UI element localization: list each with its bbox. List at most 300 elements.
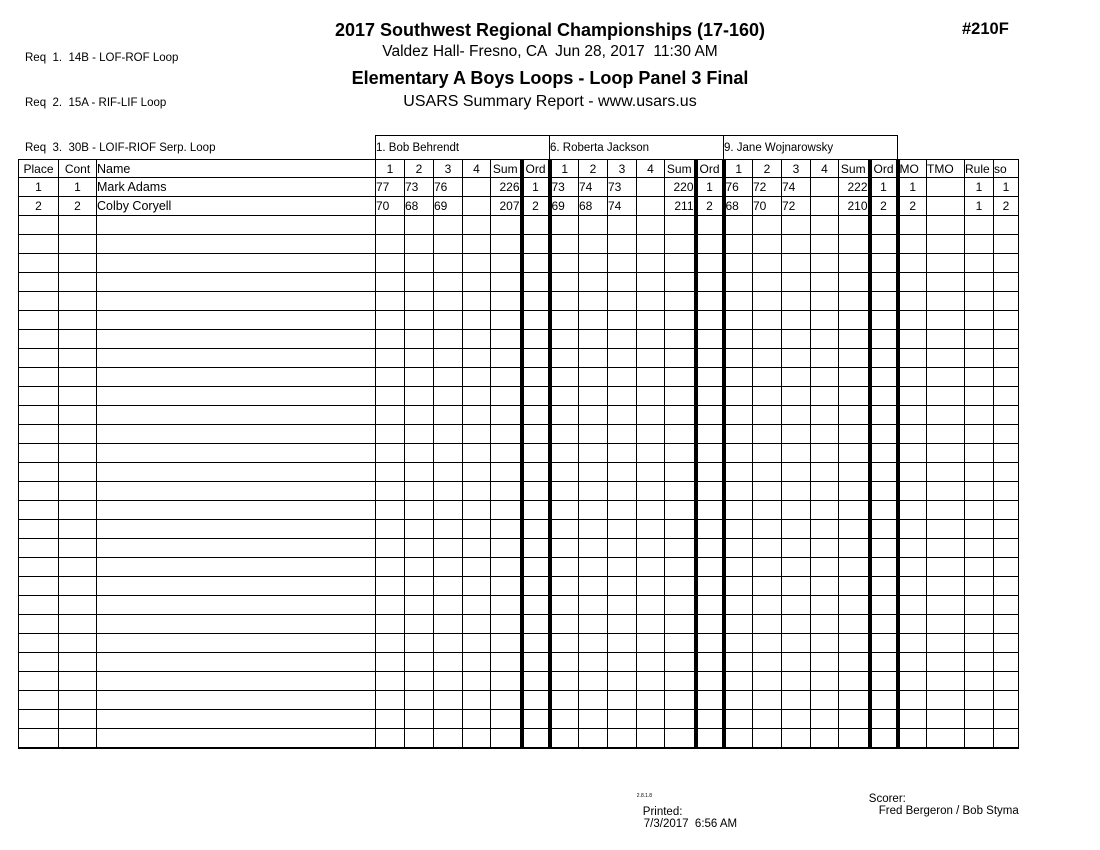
cell-ord — [522, 653, 550, 672]
cell-score — [434, 387, 463, 406]
cell-name — [97, 634, 376, 653]
cell-sum — [491, 216, 522, 235]
cell-score — [637, 349, 665, 368]
requirement-line: Req 3. 30B - LOIF-RIOF Serp. Loop — [25, 142, 216, 154]
cell-score — [434, 406, 463, 425]
cell-score — [434, 501, 463, 520]
cell-score — [637, 444, 665, 463]
cell-score: 73 — [405, 178, 434, 197]
empty-table-row — [19, 691, 1019, 710]
cell-score — [724, 368, 753, 387]
cell-mo — [898, 292, 927, 311]
cell-sum — [491, 634, 522, 653]
cell-tmo — [927, 444, 965, 463]
cell-score — [463, 349, 491, 368]
cell-sum — [665, 691, 696, 710]
cell-ord — [696, 653, 724, 672]
cell-sum — [665, 539, 696, 558]
cell-sum — [839, 463, 870, 482]
cell-place — [19, 330, 59, 349]
cell-sum: 220 — [665, 178, 696, 197]
empty-table-row — [19, 292, 1019, 311]
cell-score — [405, 349, 434, 368]
cell-score — [608, 463, 637, 482]
header-place: Place — [19, 160, 59, 178]
empty-table-row — [19, 520, 1019, 539]
cell-score — [724, 349, 753, 368]
cell-score — [550, 729, 579, 748]
empty-table-row — [19, 387, 1019, 406]
cell-mo — [898, 330, 927, 349]
cell-ord — [696, 235, 724, 254]
cell-tmo — [927, 387, 965, 406]
empty-table-row — [19, 539, 1019, 558]
cell-score — [637, 273, 665, 292]
cell-score — [376, 444, 405, 463]
cell-cont: 1 — [59, 178, 97, 197]
cell-name — [97, 558, 376, 577]
cell-score — [637, 178, 665, 197]
cell-score — [608, 311, 637, 330]
cell-score — [608, 482, 637, 501]
cell-score — [579, 235, 608, 254]
cell-score — [782, 482, 811, 501]
cell-ord — [870, 539, 898, 558]
cell-score — [637, 691, 665, 710]
cell-score — [579, 444, 608, 463]
requirement-line: Req 2. 15A - RIF-LIF Loop — [25, 97, 167, 109]
cell-cont — [59, 368, 97, 387]
cell-name — [97, 615, 376, 634]
judge-name-cell: 6. Roberta Jackson — [550, 136, 724, 160]
cell-score — [753, 425, 782, 444]
cell-rule — [965, 311, 994, 330]
cell-score — [811, 216, 839, 235]
cell-so — [994, 387, 1019, 406]
cell-cont — [59, 216, 97, 235]
cell-score: 69 — [550, 197, 579, 216]
empty-table-row — [19, 482, 1019, 501]
cell-tmo — [927, 273, 965, 292]
cell-score — [579, 710, 608, 729]
cell-so — [994, 330, 1019, 349]
cell-score — [811, 311, 839, 330]
cell-score: 68 — [579, 197, 608, 216]
cell-score — [550, 634, 579, 653]
cell-score: 73 — [608, 178, 637, 197]
cell-rule — [965, 520, 994, 539]
cell-tmo — [927, 672, 965, 691]
cell-rule — [965, 691, 994, 710]
cell-score — [434, 425, 463, 444]
cell-score — [724, 729, 753, 748]
cell-score — [811, 330, 839, 349]
cell-score — [463, 501, 491, 520]
cell-sum — [491, 596, 522, 615]
cell-score — [463, 216, 491, 235]
cell-score — [376, 672, 405, 691]
cell-score — [608, 292, 637, 311]
cell-ord — [522, 292, 550, 311]
cell-sum — [491, 235, 522, 254]
cell-so — [994, 520, 1019, 539]
cell-sum — [839, 634, 870, 653]
cell-sum — [665, 349, 696, 368]
header-sum: Sum — [491, 160, 522, 178]
cell-mo: 1 — [898, 178, 927, 197]
printed-value: 7/3/2017 6:56 AM — [643, 818, 738, 830]
cell-name — [97, 235, 376, 254]
cell-score — [811, 596, 839, 615]
cell-so — [994, 425, 1019, 444]
cell-place — [19, 368, 59, 387]
header-mo: MO — [898, 160, 927, 178]
cell-cont — [59, 482, 97, 501]
cell-score — [724, 444, 753, 463]
cell-rule — [965, 672, 994, 691]
cell-score — [550, 425, 579, 444]
empty-table-row — [19, 501, 1019, 520]
cell-score — [434, 710, 463, 729]
cell-score — [811, 292, 839, 311]
table-row — [19, 178, 1019, 197]
header-sum: Sum — [839, 160, 870, 178]
cell-score — [608, 596, 637, 615]
cell-score — [724, 311, 753, 330]
cell-ord — [870, 615, 898, 634]
header-score4: 4 — [811, 160, 839, 178]
cell-score — [782, 235, 811, 254]
cell-sum — [839, 292, 870, 311]
cell-name — [97, 672, 376, 691]
cell-ord — [522, 349, 550, 368]
cell-cont — [59, 273, 97, 292]
cell-score — [724, 672, 753, 691]
cell-score — [434, 273, 463, 292]
cell-ord — [522, 577, 550, 596]
cell-cont — [59, 729, 97, 748]
cell-score — [550, 501, 579, 520]
cell-cont — [59, 653, 97, 672]
cell-score — [637, 539, 665, 558]
cell-ord — [522, 444, 550, 463]
cell-cont — [59, 444, 97, 463]
cell-score — [405, 482, 434, 501]
cell-sum — [491, 425, 522, 444]
header-score4: 4 — [637, 160, 665, 178]
cell-score — [376, 330, 405, 349]
cell-sum — [839, 368, 870, 387]
scorer-line — [856, 781, 1019, 829]
cell-tmo — [927, 729, 965, 748]
cell-rule — [965, 710, 994, 729]
cell-score — [579, 596, 608, 615]
cell-score — [782, 577, 811, 596]
cell-score — [782, 425, 811, 444]
cell-score — [405, 235, 434, 254]
cell-place — [19, 463, 59, 482]
cell-score — [579, 691, 608, 710]
cell-score — [550, 653, 579, 672]
cell-so — [994, 615, 1019, 634]
cell-score — [434, 653, 463, 672]
cell-mo — [898, 254, 927, 273]
cell-rule — [965, 482, 994, 501]
cell-so — [994, 634, 1019, 653]
cell-mo — [898, 444, 927, 463]
cell-score — [811, 710, 839, 729]
empty-table-row — [19, 216, 1019, 235]
cell-tmo — [927, 539, 965, 558]
cell-sum — [491, 729, 522, 748]
cell-cont — [59, 501, 97, 520]
cell-tmo — [927, 311, 965, 330]
cell-place — [19, 444, 59, 463]
cell-ord — [696, 634, 724, 653]
document-code: #210F — [962, 20, 1009, 38]
cell-score — [811, 235, 839, 254]
cell-score — [811, 672, 839, 691]
cell-so: 2 — [994, 197, 1019, 216]
cell-score — [463, 710, 491, 729]
cell-place — [19, 235, 59, 254]
cell-mo — [898, 615, 927, 634]
cell-name — [97, 482, 376, 501]
cell-ord — [522, 558, 550, 577]
cell-ord — [870, 444, 898, 463]
cell-sum — [491, 406, 522, 425]
cell-rule — [965, 729, 994, 748]
cell-tmo — [927, 406, 965, 425]
cell-score — [405, 463, 434, 482]
cell-rule: 1 — [965, 197, 994, 216]
cell-score — [811, 539, 839, 558]
cell-score — [434, 691, 463, 710]
venue-date-line: Valdez Hall- Fresno, CA Jun 28, 2017 11:30 AM — [382, 42, 718, 60]
cell-sum — [665, 216, 696, 235]
cell-score — [724, 520, 753, 539]
cell-score — [463, 444, 491, 463]
cell-score — [753, 577, 782, 596]
cell-score — [811, 615, 839, 634]
cell-score — [463, 558, 491, 577]
cell-score — [463, 653, 491, 672]
cell-ord — [870, 387, 898, 406]
cell-name: Mark Adams — [97, 178, 376, 197]
cell-score — [434, 292, 463, 311]
cell-score — [405, 406, 434, 425]
cell-sum — [665, 634, 696, 653]
cell-so — [994, 482, 1019, 501]
cell-score — [434, 672, 463, 691]
cell-score — [434, 520, 463, 539]
cell-score — [550, 235, 579, 254]
cell-cont — [59, 615, 97, 634]
cell-score — [550, 254, 579, 273]
header-score2: 2 — [405, 160, 434, 178]
cell-cont — [59, 406, 97, 425]
header-score2: 2 — [579, 160, 608, 178]
cell-ord — [696, 292, 724, 311]
cell-rule — [965, 425, 994, 444]
cell-so — [994, 558, 1019, 577]
cell-score — [782, 634, 811, 653]
cell-score — [550, 691, 579, 710]
cell-score — [434, 368, 463, 387]
cell-score — [753, 672, 782, 691]
cell-so — [994, 216, 1019, 235]
cell-name — [97, 406, 376, 425]
cell-score — [637, 387, 665, 406]
cell-score — [724, 387, 753, 406]
cell-score: 70 — [376, 197, 405, 216]
empty-table-row — [19, 273, 1019, 292]
cell-score — [637, 235, 665, 254]
cell-cont — [59, 634, 97, 653]
column-header-row — [19, 160, 1019, 178]
empty-table-row — [19, 710, 1019, 729]
cell-name — [97, 463, 376, 482]
cell-place — [19, 254, 59, 273]
header-score1: 1 — [376, 160, 405, 178]
empty-table-row — [19, 254, 1019, 273]
cell-score — [405, 691, 434, 710]
cell-ord — [696, 444, 724, 463]
cell-cont — [59, 577, 97, 596]
cell-ord — [696, 615, 724, 634]
cell-score — [434, 235, 463, 254]
championship-title: 2017 Southwest Regional Championships (17-160) — [334, 20, 766, 40]
cell-score — [376, 577, 405, 596]
cell-sum — [665, 672, 696, 691]
cell-score — [579, 387, 608, 406]
cell-score — [782, 254, 811, 273]
header-name: Name — [97, 160, 376, 178]
cell-score — [579, 273, 608, 292]
cell-score — [463, 520, 491, 539]
cell-rule — [965, 387, 994, 406]
cell-score — [550, 615, 579, 634]
cell-score — [811, 406, 839, 425]
cell-name — [97, 387, 376, 406]
empty-table-row — [19, 729, 1019, 748]
cell-score — [724, 216, 753, 235]
cell-place — [19, 558, 59, 577]
cell-score — [811, 729, 839, 748]
empty-table-row — [19, 349, 1019, 368]
cell-score — [782, 729, 811, 748]
cell-sum — [665, 501, 696, 520]
cell-cont — [59, 558, 97, 577]
cell-score — [550, 463, 579, 482]
cell-score — [811, 425, 839, 444]
cell-name — [97, 311, 376, 330]
cell-score — [463, 311, 491, 330]
title-block — [0, 20, 1100, 112]
cell-ord — [522, 368, 550, 387]
header-score4: 4 — [463, 160, 491, 178]
cell-ord — [870, 577, 898, 596]
cell-ord — [522, 482, 550, 501]
cell-name — [97, 710, 376, 729]
cell-so — [994, 406, 1019, 425]
cell-sum — [491, 539, 522, 558]
cell-score: 74 — [782, 178, 811, 197]
cell-rule — [965, 577, 994, 596]
cell-score — [724, 653, 753, 672]
cell-score — [782, 691, 811, 710]
cell-cont — [59, 691, 97, 710]
cell-ord — [696, 558, 724, 577]
cell-score — [405, 558, 434, 577]
cell-score — [405, 577, 434, 596]
cell-score — [376, 311, 405, 330]
cell-score — [608, 672, 637, 691]
cell-score — [782, 330, 811, 349]
cell-score — [753, 520, 782, 539]
cell-sum: 222 — [839, 178, 870, 197]
cell-score — [579, 539, 608, 558]
cell-score — [463, 482, 491, 501]
cell-sum — [839, 349, 870, 368]
cell-score — [782, 710, 811, 729]
cell-score — [753, 216, 782, 235]
cell-score — [579, 653, 608, 672]
cell-rule — [965, 330, 994, 349]
cell-ord — [696, 463, 724, 482]
cell-score — [463, 615, 491, 634]
empty-table-row — [19, 634, 1019, 653]
cell-score — [608, 216, 637, 235]
cell-score — [376, 406, 405, 425]
cell-score — [405, 729, 434, 748]
cell-mo — [898, 577, 927, 596]
cell-score — [463, 235, 491, 254]
cell-score — [550, 406, 579, 425]
cell-sum — [665, 311, 696, 330]
cell-score — [811, 520, 839, 539]
cell-score — [550, 520, 579, 539]
cell-score — [782, 368, 811, 387]
cell-score — [376, 368, 405, 387]
cell-cont — [59, 425, 97, 444]
cell-score — [376, 254, 405, 273]
cell-cont — [59, 235, 97, 254]
cell-score — [753, 387, 782, 406]
cell-ord — [870, 710, 898, 729]
judge-header-row — [19, 136, 1019, 160]
empty-table-row — [19, 406, 1019, 425]
cell-score — [579, 368, 608, 387]
cell-score — [550, 596, 579, 615]
cell-ord — [870, 520, 898, 539]
cell-score — [550, 368, 579, 387]
cell-tmo — [927, 178, 965, 197]
cell-ord: 2 — [522, 197, 550, 216]
cell-ord — [870, 691, 898, 710]
cell-score — [463, 634, 491, 653]
cell-mo — [898, 311, 927, 330]
cell-score — [608, 634, 637, 653]
cell-so — [994, 672, 1019, 691]
cell-sum — [665, 292, 696, 311]
cell-score — [608, 387, 637, 406]
cell-score — [753, 729, 782, 748]
cell-ord — [696, 330, 724, 349]
cell-score — [434, 634, 463, 653]
cell-score — [724, 710, 753, 729]
cell-place — [19, 729, 59, 748]
